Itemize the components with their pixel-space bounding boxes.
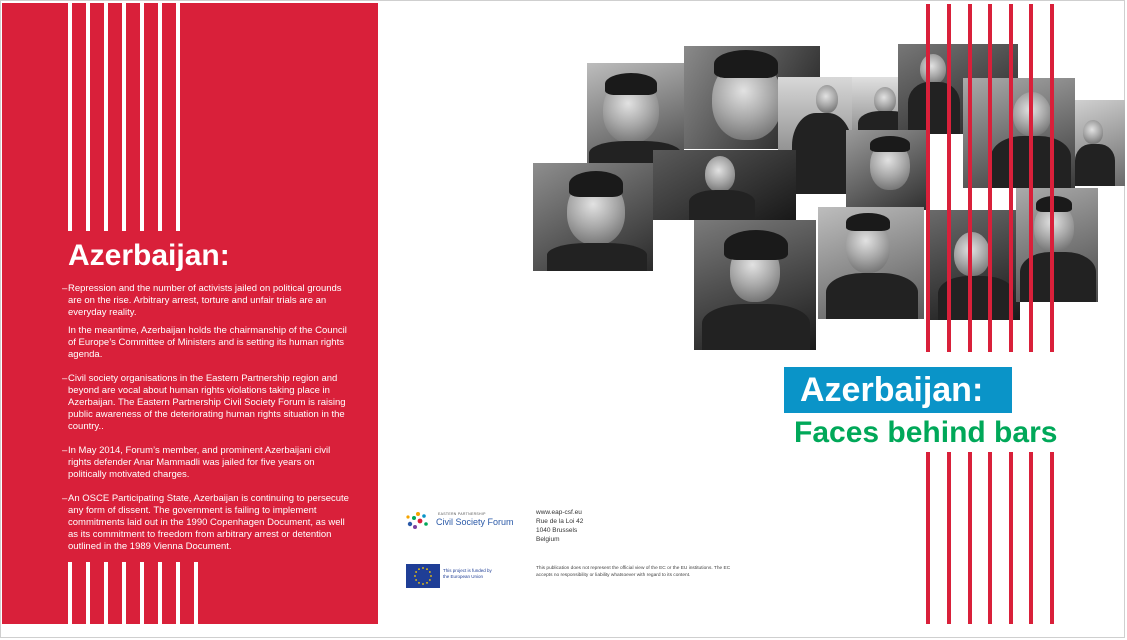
address-line: Belgium: [536, 536, 560, 543]
bullet-text: Repression and the number of activists jailed on political grounds are on the rise. Arbitrary arrest, torture and unfair trials are an everyday reality.: [68, 283, 342, 318]
portrait-photo: [930, 210, 1020, 320]
portrait-photo: [1075, 100, 1125, 186]
address-line: Rue de la Loi 42: [536, 518, 584, 525]
portrait-photo: [533, 163, 653, 271]
red-stripe: [947, 452, 951, 624]
address-block: [536, 508, 583, 544]
red-stripe: [968, 452, 972, 624]
red-stripe: [1009, 452, 1013, 624]
eu-funding-note: This project is funded by the European Union: [443, 568, 492, 579]
bullet-continuation-text: In the meantime, Azerbaijan holds the chairmanship of the Council of Europe’s Committee of Ministers and is setting its human rights agenda.: [68, 325, 347, 360]
portrait-photo: [653, 150, 796, 220]
red-stripe: [988, 452, 992, 624]
cover-subtitle: Faces behind bars: [794, 416, 1058, 449]
portrait-photo: [694, 220, 816, 350]
csf-logo-icon: [404, 508, 434, 534]
bullet-text: Civil society organisations in the Eastern Partnership region and beyond are vocal about human rights violations taking place in Azerbaijan. The Eastern Partnership Civil Society Forum is raising public awareness of the deteriorating human rights situation in the country..: [68, 373, 346, 432]
bullet-dash: –: [62, 493, 68, 504]
website-link[interactable]: www.eap-csf.eu: [536, 509, 582, 516]
red-stripe: [1029, 4, 1033, 352]
red-stripe: [947, 4, 951, 352]
bullet-text: An OSCE Participating State, Azerbaijan is continuing to persecute any form of dissent. The government is failing to implement commitments laid out in the 1990 Copenhagen Document, as well as its commitment to freedom from arbitrary arrest or detention outlined in the 1989 Vienna Document.: [68, 493, 349, 552]
portrait-photo: [846, 130, 930, 210]
red-stripe: [968, 4, 972, 352]
bullet-text: In May 2014, Forum’s member, and prominent Azerbaijani civil rights defender Anar Mammadli was jailed for five years on politically motivated charges.: [68, 445, 331, 480]
logo-name: Civil Society Forum: [436, 517, 514, 527]
bullet-dash: –: [62, 283, 68, 294]
bullet-dash: –: [62, 445, 68, 456]
eu-flag-icon: [406, 564, 440, 588]
logo-tagline: EASTERN PARTNERSHIP: [438, 512, 486, 516]
back-cover-title: Azerbaijan:: [68, 239, 230, 272]
portrait-photo: [963, 78, 1075, 188]
red-stripe: [1029, 452, 1033, 624]
red-stripe: [926, 4, 930, 352]
red-stripe: [1050, 4, 1054, 352]
red-stripe: [926, 452, 930, 624]
portrait-photo: [818, 207, 924, 319]
red-stripe: [1009, 4, 1013, 352]
address-line: 1040 Brussels: [536, 527, 578, 534]
bullet-dash: –: [62, 373, 68, 384]
cover-title: Azerbaijan:: [800, 371, 984, 409]
red-stripe: [1050, 452, 1054, 624]
portrait-photo: [587, 63, 684, 163]
disclaimer-text: This publication does not represent the official view of the EC or the EU institutions. The EC accepts no responsibility or liability whatsoever with regard to its content.: [536, 566, 731, 578]
red-stripe: [988, 4, 992, 352]
